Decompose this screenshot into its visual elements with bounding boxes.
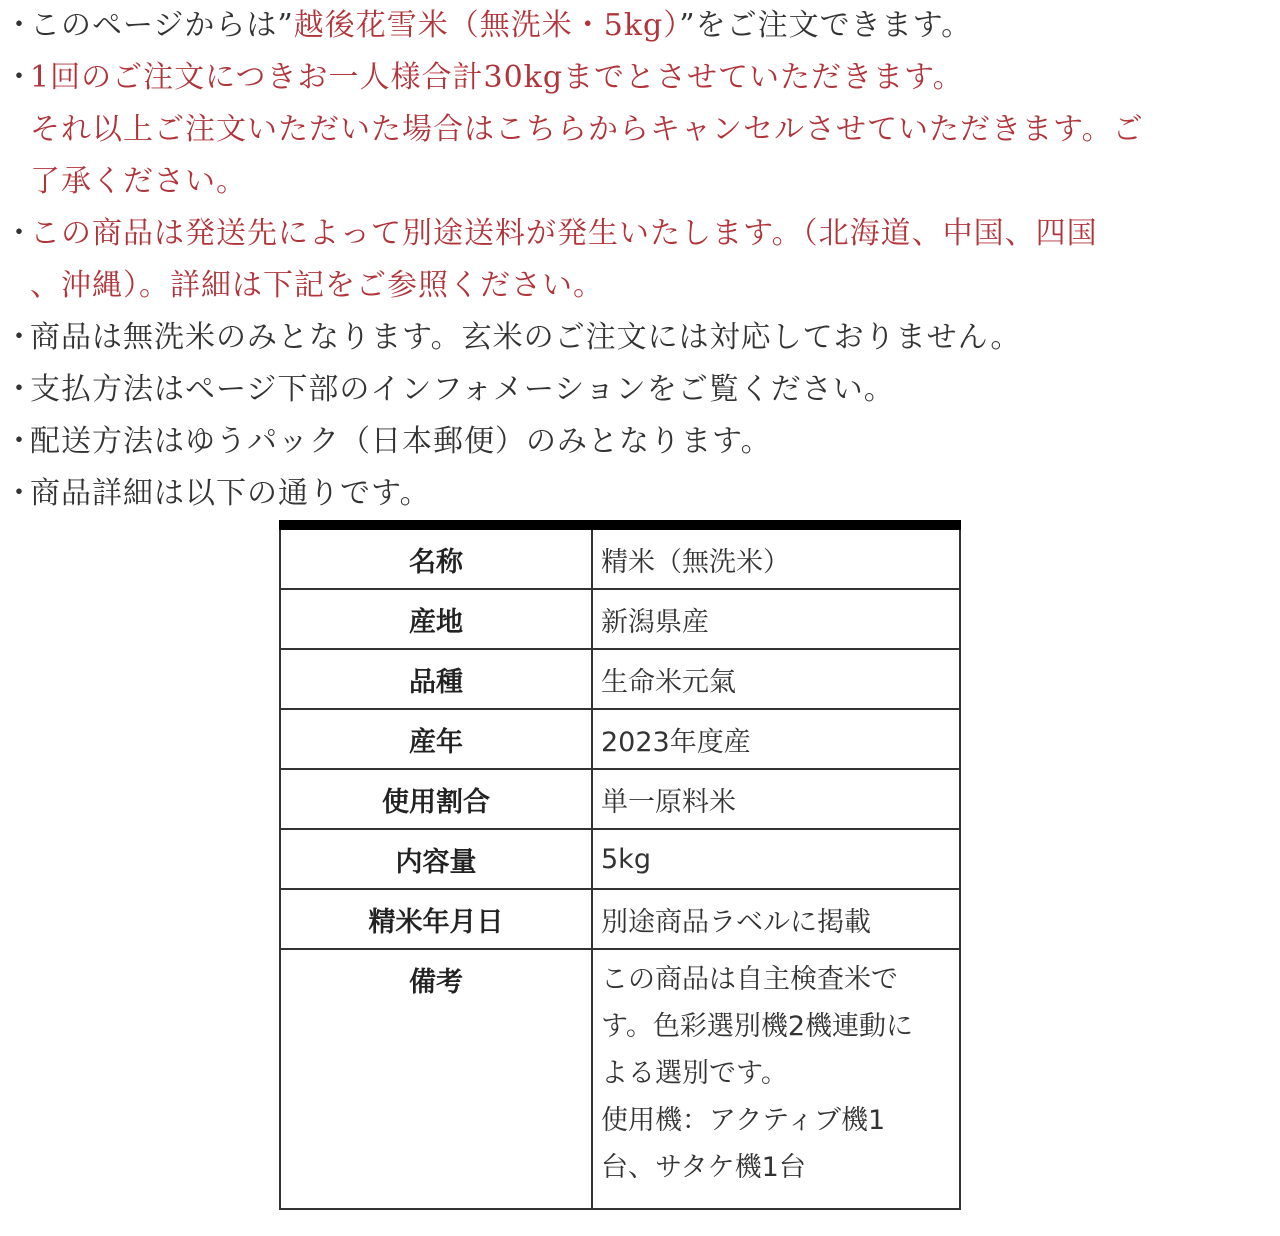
note-text: ”をご注文できます。	[679, 8, 973, 43]
note-line: 配送方法はゆうパック（日本郵便）のみとなります。	[30, 424, 772, 459]
notes-list	[0, 0, 1280, 520]
bullet: ・	[4, 424, 35, 459]
table-row	[280, 949, 960, 1209]
spec-value: 精米（無洗米）	[592, 525, 960, 589]
spec-key: 備考	[280, 949, 592, 1209]
spec-value: この商品は自主検査米で す。色彩選別機2機連動に よる選別です。 使用機：アクティブ機1 台、サタケ機1台	[592, 949, 960, 1209]
table-row	[280, 769, 960, 829]
spec-value: 生命米元氣	[592, 649, 960, 709]
product-name: 越後花雪米（無洗米・5kg）	[293, 8, 680, 43]
note-line: 商品詳細は以下の通りです。	[30, 476, 431, 511]
product-spec-table	[279, 520, 961, 1210]
bullet: ・	[4, 216, 35, 251]
spec-value: 5kg	[592, 829, 960, 889]
spec-key: 内容量	[280, 829, 592, 889]
note-line: それ以上ご注文いただいた場合はこちらからキャンセルさせていただきます。ご	[30, 112, 1144, 147]
note-delivery	[0, 416, 1280, 468]
note-shipping-fee	[0, 208, 1280, 312]
note-line: この商品は発送先によって別途送料が発生いたします。（北海道、中国、四国	[30, 216, 1098, 251]
bullet: ・	[4, 476, 35, 511]
table-row	[280, 525, 960, 589]
spec-key: 使用割合	[280, 769, 592, 829]
spec-key: 産年	[280, 709, 592, 769]
note-order-limit	[0, 52, 1280, 208]
table-row	[280, 829, 960, 889]
note-line: 支払方法はページ下部のインフォメーションをご覧ください。	[30, 372, 895, 407]
spec-value: 別途商品ラベルに掲載	[592, 889, 960, 949]
spec-key: 名称	[280, 525, 592, 589]
note-line: 了承ください。	[30, 164, 247, 199]
spec-key: 品種	[280, 649, 592, 709]
note-line: 1回のご注文につきお一人様合計30kgまでとさせていただきます。	[30, 60, 964, 95]
spec-value: 2023年度産	[592, 709, 960, 769]
note-line: 商品は無洗米のみとなります。玄米のご注文には対応しておりません。	[30, 320, 1022, 355]
bullet: ・	[4, 372, 35, 407]
spec-value: 単一原料米	[592, 769, 960, 829]
spec-key: 産地	[280, 589, 592, 649]
spec-value: 新潟県産	[592, 589, 960, 649]
bullet: ・	[4, 60, 35, 95]
note-payment	[0, 364, 1280, 416]
table-row	[280, 589, 960, 649]
note-text: このページからは”	[30, 8, 294, 43]
table-row	[280, 709, 960, 769]
note-order-scope	[0, 0, 1280, 52]
table-row	[280, 889, 960, 949]
spec-key: 精米年月日	[280, 889, 592, 949]
note-rice-type	[0, 312, 1280, 364]
note-line: 、沖縄）。詳細は下記をご参照ください。	[30, 268, 604, 303]
bullet: ・	[4, 8, 35, 43]
bullet: ・	[4, 320, 35, 355]
table-row	[280, 649, 960, 709]
note-details-intro	[0, 468, 1280, 520]
